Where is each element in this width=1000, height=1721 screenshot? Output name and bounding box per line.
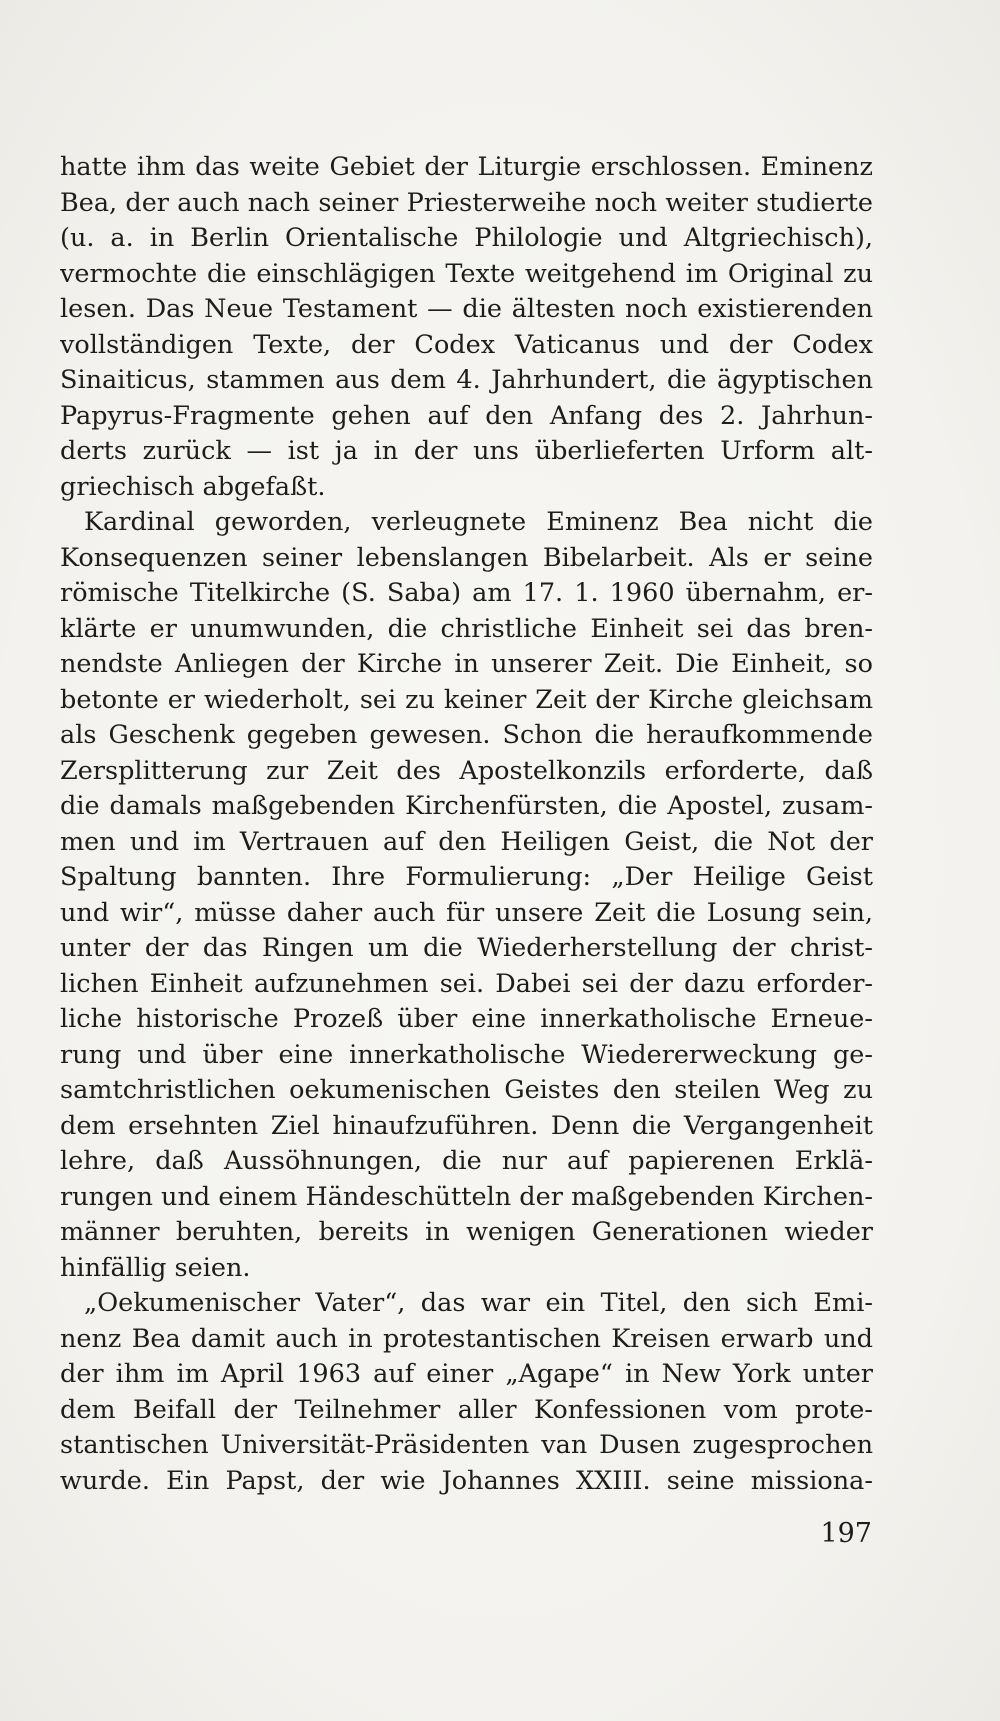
text-line: vermochte die einschlägigen Texte weitgehend im Original zu <box>60 258 873 289</box>
text-line: Bea, der auch nach seiner Priesterweihe noch weiter studierte <box>60 187 873 218</box>
text-line: dem Beifall der Teilnehmer aller Konfessionen vom prote- <box>60 1394 873 1425</box>
text-line: rung und über eine innerkatholische Wiedererweckung ge- <box>60 1039 873 1070</box>
text-line: samtchristlichen oekumenischen Geistes den steilen Weg zu <box>60 1075 873 1105</box>
text-line: Zersplitterung zur Zeit des Apostelkonzils erforderte, daß <box>60 755 873 786</box>
text-line: Papyrus-Fragmente gehen auf den Anfang des 2. Jahrhun- <box>60 400 873 431</box>
text-line: nendste Anliegen der Kirche in unserer Zeit. Die Einheit, so <box>60 649 873 679</box>
text-line: hinfällig seien. <box>60 1252 251 1283</box>
text-line: liche historische Prozeß über eine innerkatholische Erneue- <box>60 1004 873 1034</box>
text-line: stantischen Universität-Präsidenten van Dusen zugesprochen <box>60 1430 873 1460</box>
text-line: unter der das Ringen um die Wiederherstellung der christ- <box>60 933 873 963</box>
text-line: römische Titelkirche (S. Saba) am 17. 1. 1960 übernahm, er- <box>60 578 873 608</box>
page-number: 197 <box>820 1518 872 1549</box>
text-line: derts zurück — ist ja in der uns überlieferten Urform alt- <box>60 436 873 466</box>
text-line: „Oekumenischer Vater“, das war ein Titel, den sich Emi- <box>84 1288 873 1318</box>
text-line: men und im Vertrauen auf den Heiligen Geist, die Not der <box>60 826 873 857</box>
text-line: lichen Einheit aufzunehmen sei. Dabei sei der dazu erforder- <box>60 968 873 999</box>
text-line: die damals maßgebenden Kirchenfürsten, die Apostel, zusam- <box>60 791 873 821</box>
text-line: und wir“, müsse daher auch für unsere Zeit die Losung sein, <box>60 897 873 928</box>
text-line: dem ersehnten Ziel hinaufzuführen. Denn die Vergangenheit <box>60 1110 873 1141</box>
text-line: Sinaiticus, stammen aus dem 4. Jahrhundert, die ägyptischen <box>60 365 873 395</box>
text-line: lesen. Das Neue Testament — die ältesten noch existierenden <box>60 294 873 324</box>
text-line: (u. a. in Berlin Orientalische Philologie und Altgriechisch), <box>60 223 873 253</box>
text-line: hatte ihm das weite Gebiet der Liturgie erschlossen. Eminenz <box>60 152 873 182</box>
text-line: Spaltung bannten. Ihre Formulierung: „Der Heilige Geist <box>60 862 873 892</box>
text-line: klärte er unumwunden, die christliche Einheit sei das bren- <box>60 613 873 644</box>
text-line: betonte er wiederholt, sei zu keiner Zeit der Kirche gleichsam <box>60 684 873 715</box>
text-line: der ihm im April 1963 auf einer „Agape“ in New York unter <box>60 1359 873 1389</box>
text-line: rungen und einem Händeschütteln der maßgebenden Kirchen- <box>60 1181 873 1212</box>
text-line: als Geschenk gegeben gewesen. Schon die heraufkommende <box>60 720 873 750</box>
text-line: wurde. Ein Papst, der wie Johannes XXIII. seine missiona- <box>60 1465 873 1496</box>
text-line: griechisch abgefaßt. <box>60 471 326 502</box>
text-line: nenz Bea damit auch in protestantischen Kreisen erwarb und <box>60 1323 873 1354</box>
text-line: Kardinal geworden, verleugnete Eminenz Bea nicht die <box>84 507 873 537</box>
text-line: lehre, daß Aussöhnungen, die nur auf papierenen Erklä- <box>60 1146 873 1176</box>
text-line: vollständigen Texte, der Codex Vaticanus und der Codex <box>60 329 873 360</box>
text-line: männer beruhten, bereits in wenigen Generationen wieder <box>60 1217 873 1247</box>
text-line: Konsequenzen seiner lebenslangen Bibelarbeit. Als er seine <box>60 542 873 573</box>
body-text <box>60 150 873 1499</box>
